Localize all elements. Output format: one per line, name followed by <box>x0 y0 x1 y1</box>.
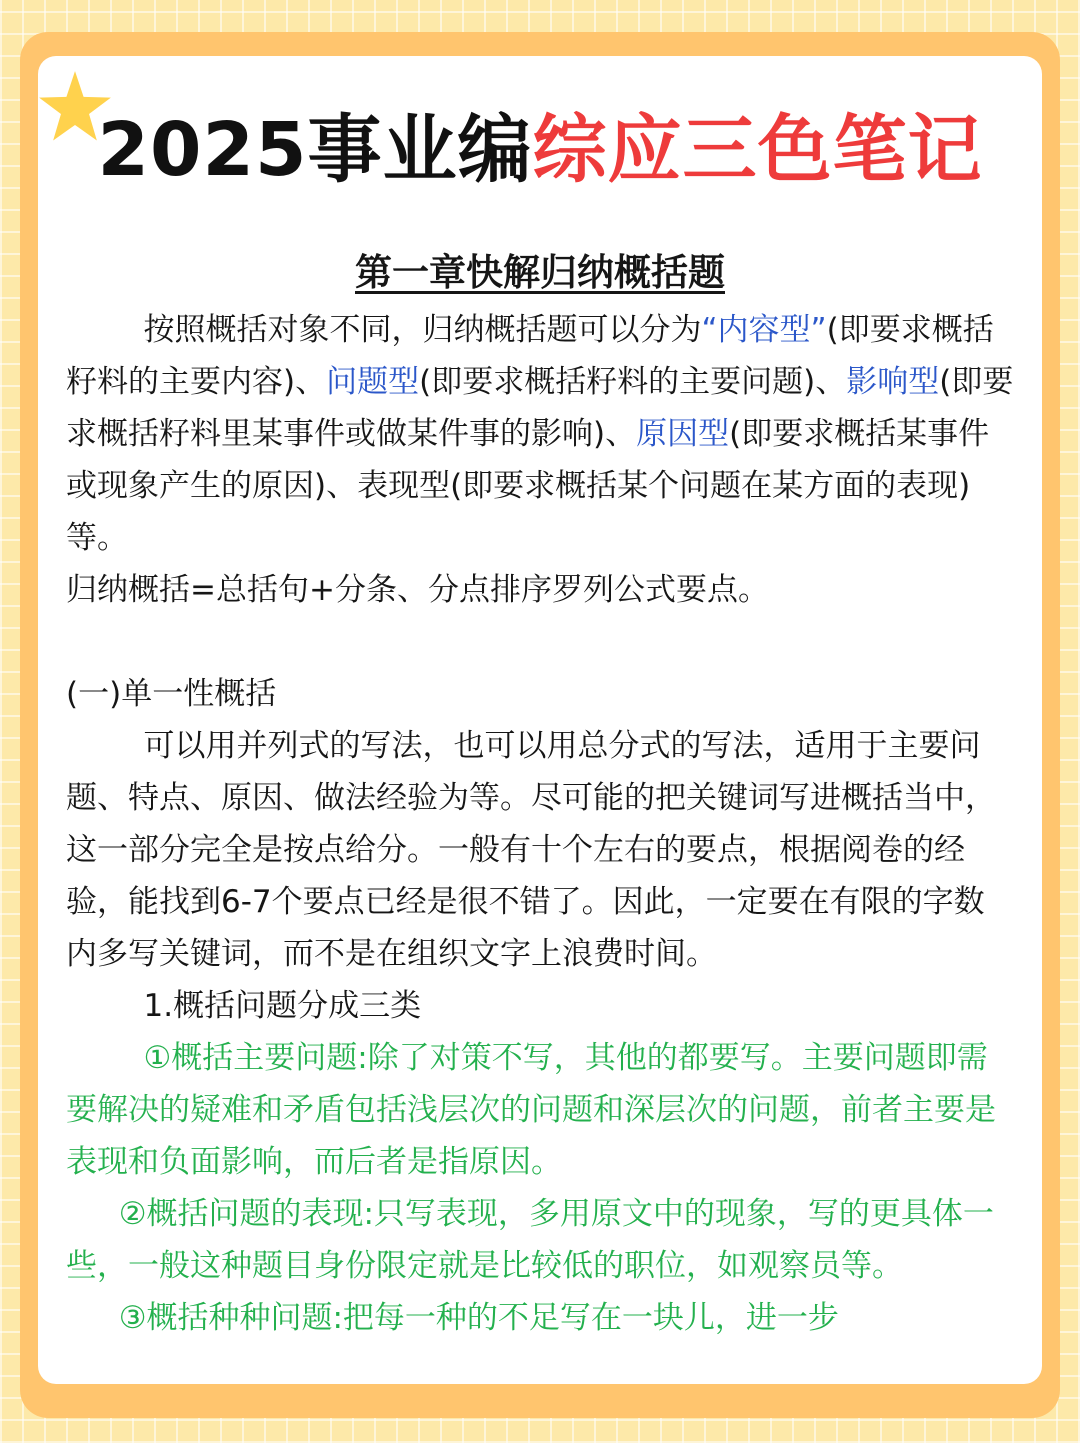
intro-text-4: (即要求概括籽料里某事件或做某件事的影响)、 <box>66 364 1014 452</box>
type-impact: 影响型 <box>846 364 940 400</box>
green-point-3: ③概括种种问题:把每一种的不足写在一块儿，进一步 <box>118 1300 839 1336</box>
intro-text-5: (即要求概括某事件或现象产生的原因)、表现型(即要求概括某个问题在某方面的表现)等。 <box>66 416 990 556</box>
type-content: “内容型” <box>701 312 827 348</box>
title-red: 综应三色笔记 <box>532 107 983 193</box>
subheading: 1.概括问题分成三类 <box>143 988 422 1024</box>
section-body: 可以用并列式的写法，也可以用总分式的写法，适用于主要问题、特点、原因、做法经验为等。尽可能的把关键词写进概括当中，这一部分完全是按点给分。一般有十个左右的要点，根据阅卷的经验，能找到6-7个要点已经是很不错了。因此，一定要在有限的字数内多写关键词，而不是在组织文字上浪费时间。 <box>66 728 996 972</box>
green-point-1: ①概括主要问题:除了对策不写，其他的都要写。主要问题即需要解决的疑难和矛盾包括浅层次的问题和深层次的问题，前者主要是表现和负面影响，而后者是指原因。 <box>66 1040 996 1180</box>
intro-text-3: (即要求概括籽料的主要问题)、 <box>419 364 847 400</box>
chapter-heading: 第一章快解归纳概括题 <box>355 251 725 294</box>
formula-line: 归纳概括=总括句+分条、分点排序罗列公式要点。 <box>66 572 769 608</box>
intro-paragraph <box>66 304 1014 564</box>
type-cause: 原因型 <box>636 416 730 452</box>
type-problem: 问题型 <box>326 364 420 400</box>
green-point-2: ②概括问题的表现:只写表现，多用原文中的现象，写的更具体一些，一般这种题目身份限定就是比较低的职位，如观察员等。 <box>66 1196 994 1284</box>
title-black: 2025事业编 <box>97 107 533 193</box>
note-content <box>66 242 1014 1344</box>
section-heading: (一)单一性概括 <box>66 676 277 712</box>
page-title <box>0 100 1080 200</box>
intro-text-2: (即要求概括籽料的主要内容)、 <box>66 312 994 400</box>
intro-text-1: 按照概括对象不同，归纳概括题可以分为 <box>143 312 702 348</box>
spacer <box>66 616 1014 668</box>
